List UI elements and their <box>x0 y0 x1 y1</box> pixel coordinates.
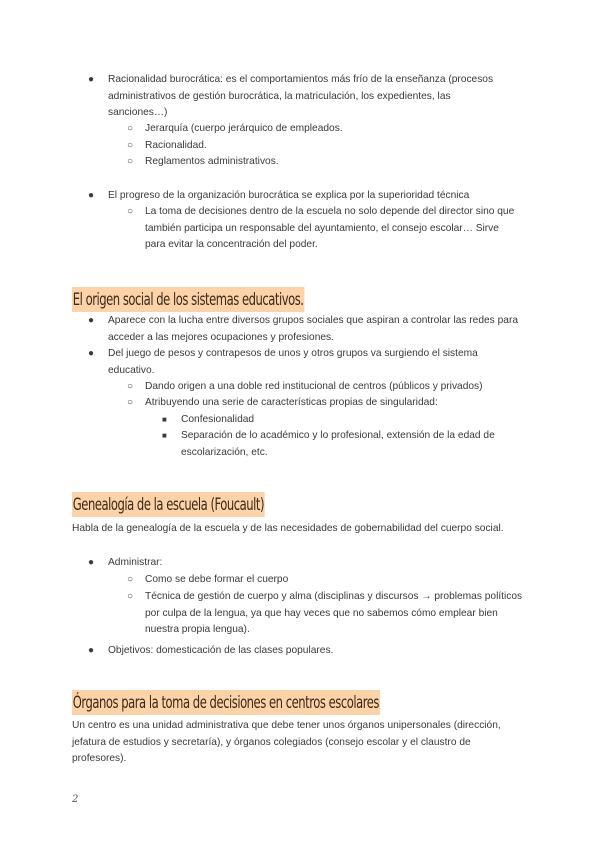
paragraph: Un centro es una unidad administrativa que debe tener unos órganos unipersonales (dirección, jefatura de estudios y secretaría), y órganos colegiados (consejo escolar y el claustro de profesores). <box>72 720 501 765</box>
bullet-circle: ○ <box>127 206 134 217</box>
paragraph: Habla de la genealogía de la escuela y de las necesidades de gobernabilidad del cuerpo social. <box>72 523 504 534</box>
sub-list-item: Reglamentos administrativos. <box>145 156 279 167</box>
list-item: Aparece con la lucha entre diversos grupos sociales que aspiran a controlar las redes para acceder a las mejores ocupaciones y profesiones. <box>108 315 518 343</box>
bullet-circle: ○ <box>127 381 134 392</box>
sub-list-item: Jerarquía (cuerpo jerárquico de empleados. <box>145 123 343 134</box>
sub-sub-list-item: Confesionalidad <box>181 414 255 425</box>
bullet-square: ■ <box>162 415 167 424</box>
bullet-dot: ● <box>88 557 95 568</box>
bullet-circle: ○ <box>127 574 134 585</box>
sub-list-item: Atribuyendo una serie de características propias de singularidad: <box>145 397 438 408</box>
list-item: Administrar: <box>108 557 163 568</box>
bullet-circle: ○ <box>127 156 134 167</box>
sub-list-item: La toma de decisiones dentro de la escuela no solo depende del director sino que también participa un responsable del ayuntamiento, el consejo escolar… Sirve para evitar la concentración del poder. <box>145 206 515 251</box>
bullet-dot: ● <box>88 315 95 326</box>
list-item: Objetivos: domesticación de las clases populares. <box>108 645 334 656</box>
sub-list-item: Como se debe formar el cuerpo <box>145 574 289 585</box>
sub-sub-list-item: Separación de lo académico y lo profesional, extensión de la edad de escolarización, etc. <box>181 430 495 458</box>
list-item: Racionalidad burocrática: es el comportamientos más frío de la enseñanza (procesos administrativos de gestión burocrática, la matriculación, los expedientes, las sanciones…) <box>108 74 494 119</box>
bullet-dot: ● <box>88 348 95 359</box>
bullet-square: ■ <box>162 431 167 440</box>
bullet-circle: ○ <box>127 123 134 134</box>
list-item: El progreso de la organización burocrática se explica por la superioridad técnica <box>108 190 470 201</box>
section-heading: Genealogía de la escuela (Foucault) <box>72 492 265 517</box>
sub-list-item: Técnica de gestión de cuerpo y alma (disciplinas y discursos → problemas políticos por culpa de la lengua, ya que hay veces que no sabemos cómo emplear bien nuestra propia lengua). <box>145 591 523 636</box>
section-heading: Órganos para la toma de decisiones en centros escolares <box>72 690 380 715</box>
page-number: 2 <box>72 794 79 805</box>
bullet-dot: ● <box>88 645 95 656</box>
section-heading: El origen social de los sistemas educativos. <box>72 287 304 312</box>
bullet-dot: ● <box>88 190 95 201</box>
list-item: Del juego de pesos y contrapesos de unos y otros grupos va surgiendo el sistema educativo. <box>108 348 478 376</box>
bullet-circle: ○ <box>127 591 134 602</box>
bullet-circle: ○ <box>127 397 134 408</box>
sub-list-item: Dando origen a una doble red institucional de centros (públicos y privados) <box>145 381 483 392</box>
sub-list-item: Racionalidad. <box>145 140 207 151</box>
bullet-dot: ● <box>88 74 95 85</box>
bullet-circle: ○ <box>127 140 134 151</box>
